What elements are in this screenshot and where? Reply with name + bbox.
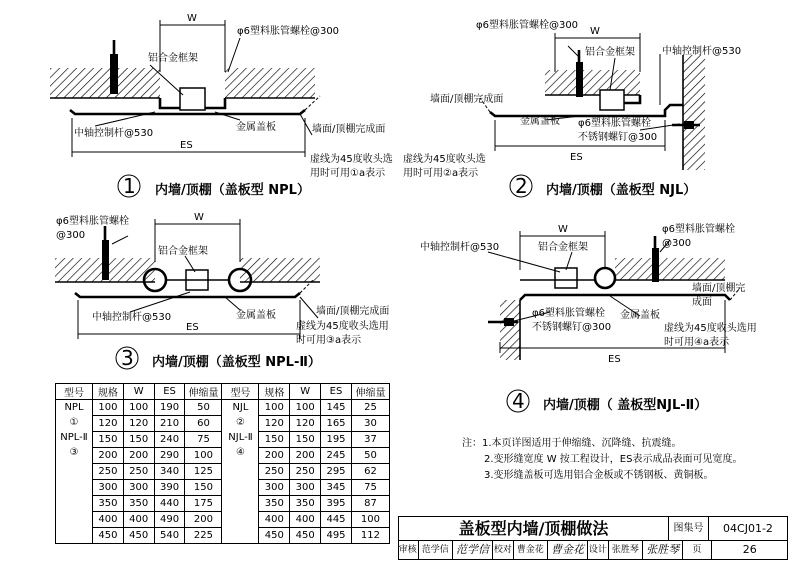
left-type-label: NPL-Ⅱ <box>60 432 88 443</box>
table-cell: 62 <box>351 464 389 480</box>
d4-number: 4 <box>512 389 525 413</box>
d3-center-rod-label: 中轴控制杆@530 <box>92 312 172 323</box>
page-number: 26 <box>742 543 757 556</box>
table-cell: 145 <box>321 400 352 416</box>
table-cell: 390 <box>154 480 185 496</box>
note-3: 3.变形缝盖板可选用铝合金板或不锈钢板、黄铜板。 <box>484 470 714 481</box>
table-cell: 250 <box>259 464 290 480</box>
table-cell: 250 <box>92 464 123 480</box>
left-type-label: ① <box>69 417 79 428</box>
table-cell: 195 <box>321 432 352 448</box>
table-cell: 350 <box>92 496 123 512</box>
table-cell: 350 <box>123 496 154 512</box>
sheet-title: 盖板型内墙/顶棚做法 <box>399 517 669 541</box>
table-cell: 190 <box>154 400 185 416</box>
table-cell: 150 <box>92 432 123 448</box>
d3-dash-note: 虚线为45度收头选用时可用③a表示 <box>296 321 389 346</box>
table-cell: 250 <box>123 464 154 480</box>
table-cell: 240 <box>154 432 185 448</box>
table-cell: 175 <box>185 496 222 512</box>
header-cell: 型号 <box>56 384 93 400</box>
d2-frame-label: 铝合金框架 <box>585 47 635 58</box>
header-cell: 规格 <box>92 384 123 400</box>
page-label: 页 <box>683 541 711 559</box>
d1-cover-label: 金属盖板 <box>236 122 276 133</box>
d2-cover-label: 金属盖板 <box>520 116 560 127</box>
header-cell: 伸缩量 <box>351 384 389 400</box>
table-cell: 400 <box>259 512 290 528</box>
table-cell: 100 <box>92 400 123 416</box>
table-cell: 150 <box>185 480 222 496</box>
table-cell: 300 <box>259 480 290 496</box>
d2-bolt2-label: φ6塑料胀管螺栓 <box>578 118 651 129</box>
notes <box>462 436 792 484</box>
table-header-row <box>56 384 390 400</box>
d2-center-rod-label: 中轴控制杆@530 <box>662 46 742 57</box>
table-cell: 100 <box>259 400 290 416</box>
table-cell: 75 <box>185 432 222 448</box>
check-label: 校对 <box>493 541 514 559</box>
d3-caption: 内墙/顶棚（盖板型 NPL-Ⅱ） <box>152 355 321 370</box>
header-cell: 型号 <box>222 384 259 400</box>
table-cell: 400 <box>92 512 123 528</box>
table-cell: 350 <box>290 496 321 512</box>
d4-w-label: W <box>558 224 568 235</box>
table-cell: 295 <box>321 464 352 480</box>
table-cell: 125 <box>185 464 222 480</box>
table-cell: 120 <box>259 416 290 432</box>
d1-number: 1 <box>123 174 136 198</box>
diagram-2 <box>403 18 741 198</box>
table-cell: 112 <box>351 528 389 544</box>
table-cell: 200 <box>259 448 290 464</box>
checker-signature: 曹金花 <box>548 541 588 559</box>
table-cell: 100 <box>290 400 321 416</box>
table-cell: 225 <box>185 528 222 544</box>
table-cell: 87 <box>351 496 389 512</box>
table-cell: 495 <box>321 528 352 544</box>
d2-es-label: ES <box>570 152 583 163</box>
note-2: 2.变形缝宽度 W 按工程设计，ES表示成品表面可见宽度。 <box>484 454 743 465</box>
table-cell: 340 <box>154 464 185 480</box>
table-cell: 400 <box>123 512 154 528</box>
d2-screw-label: 不锈钢螺钉@300 <box>578 132 658 143</box>
d1-anchor-bolt-label: φ6塑料胀管螺栓@300 <box>237 26 340 37</box>
d1-surface-label: 墙面/顶棚完成面 <box>312 124 386 135</box>
d2-dash-note: 虚线为45度收头选用时可用②a表示 <box>403 154 486 179</box>
table-cell: 200 <box>290 448 321 464</box>
d2-w-label: W <box>590 26 600 37</box>
table-cell: 200 <box>123 448 154 464</box>
table-cell: 300 <box>92 480 123 496</box>
table-cell: 350 <box>259 496 290 512</box>
right-type-label: ② <box>235 417 245 428</box>
table-cell: 25 <box>351 400 389 416</box>
table-cell: 75 <box>351 480 389 496</box>
d4-surface-label: 墙面/顶棚完成面 <box>692 283 746 308</box>
reviewer-name: 范学信 <box>419 541 453 559</box>
d3-anchor-bolt-label: φ6塑料胀管螺栓@300 <box>56 216 129 241</box>
title-block <box>398 516 788 560</box>
table-cell: 450 <box>290 528 321 544</box>
right-type-label: NJL-Ⅱ <box>228 432 253 443</box>
d4-anchor-bolt-label: φ6塑料胀管螺栓@300 <box>662 224 735 249</box>
table-cell: 400 <box>290 512 321 528</box>
d4-center-rod-label: 中轴控制杆@530 <box>420 242 500 253</box>
review-label: 审核 <box>398 541 419 559</box>
table-cell: 50 <box>185 400 222 416</box>
d2-number: 2 <box>515 174 528 198</box>
d4-cover-label: 金属盖板 <box>620 310 660 321</box>
table-cell: 395 <box>321 496 352 512</box>
d4-caption: 内墙/顶棚（ 盖板型NJL-Ⅱ） <box>543 398 708 413</box>
table-cell: 540 <box>154 528 185 544</box>
d2-anchor-bolt-label: φ6塑料胀管螺栓@300 <box>476 20 579 31</box>
table-cell: 450 <box>123 528 154 544</box>
table-cell: 165 <box>321 416 352 432</box>
table-cell: 300 <box>123 480 154 496</box>
table-cell: 210 <box>154 416 185 432</box>
left-type-cell <box>56 400 93 544</box>
table-cell: 300 <box>290 480 321 496</box>
table-cell: 445 <box>321 512 352 528</box>
d1-center-rod-label: 中轴控制杆@530 <box>74 128 154 139</box>
d4-bolt2-label: φ6塑料胀管螺栓 <box>532 308 605 319</box>
d1-caption: 内墙/顶棚（盖板型 NPL） <box>155 183 310 198</box>
d4-screw-label: 不锈钢螺钉@300 <box>532 322 612 333</box>
table-cell: 200 <box>92 448 123 464</box>
designer-signature: 张胜琴 <box>643 541 683 559</box>
d2-caption: 内墙/顶棚（盖板型 NJL） <box>546 183 697 198</box>
d3-cover-label: 金属盖板 <box>236 310 276 321</box>
table-cell: 490 <box>154 512 185 528</box>
checker-name: 曹金花 <box>514 541 548 559</box>
table-cell: 60 <box>185 416 222 432</box>
right-type-label: ④ <box>235 447 245 458</box>
table-cell: 245 <box>321 448 352 464</box>
d1-es-label: ES <box>180 140 193 151</box>
table-cell: 37 <box>351 432 389 448</box>
atlas-number: 04CJ01-2 <box>709 517 787 541</box>
table-cell: 50 <box>351 448 389 464</box>
header-cell: 伸缩量 <box>185 384 222 400</box>
d1-w-label: W <box>187 13 197 24</box>
d3-surface-label: 墙面/顶棚完成面 <box>316 306 390 317</box>
table-cell: 450 <box>92 528 123 544</box>
diagram-1 <box>50 13 402 198</box>
table-cell: 440 <box>154 496 185 512</box>
left-type-label: NPL <box>64 402 84 413</box>
header-cell: ES <box>154 384 185 400</box>
table-row <box>56 400 390 416</box>
d4-frame-label: 铝合金框架 <box>538 242 588 253</box>
d1-frame-label: 铝合金框架 <box>148 53 198 64</box>
d4-dash-note: 虚线为45度收头选用时可用④a表示 <box>664 323 757 348</box>
diagram-3 <box>55 212 396 370</box>
table-cell: 150 <box>259 432 290 448</box>
table-cell: 150 <box>123 432 154 448</box>
table-cell: 100 <box>123 400 154 416</box>
table-cell: 345 <box>321 480 352 496</box>
header-cell: 规格 <box>259 384 290 400</box>
table-cell: 120 <box>290 416 321 432</box>
atlas-label: 图集号 <box>669 517 709 541</box>
table-cell: 150 <box>290 432 321 448</box>
note-1: 注：1.本页详图适用于伸缩缝、沉降缝、抗震缝。 <box>462 438 682 449</box>
d4-es-label: ES <box>608 354 621 365</box>
table-cell: 30 <box>351 416 389 432</box>
right-type-cell <box>222 400 259 544</box>
diagram-4 <box>420 223 764 413</box>
d3-frame-label: 铝合金框架 <box>158 246 208 257</box>
table-cell: 120 <box>123 416 154 432</box>
table-cell: 100 <box>351 512 389 528</box>
table-cell: 200 <box>185 512 222 528</box>
header-cell: ES <box>321 384 352 400</box>
reviewer-signature: 范学信 <box>453 541 493 559</box>
design-label: 设计 <box>588 541 609 559</box>
header-cell: W <box>123 384 154 400</box>
table-cell: 290 <box>154 448 185 464</box>
parameter-table <box>55 383 390 544</box>
table-cell: 100 <box>185 448 222 464</box>
d3-es-label: ES <box>186 322 199 333</box>
table-cell: 120 <box>92 416 123 432</box>
right-type-label: NJL <box>232 402 249 413</box>
d3-number: 3 <box>121 346 134 370</box>
designer-name: 张胜琴 <box>609 541 643 559</box>
left-type-label: ③ <box>69 447 79 458</box>
signature-row <box>398 541 788 559</box>
table-cell: 250 <box>290 464 321 480</box>
table-cell: 450 <box>259 528 290 544</box>
d3-w-label: W <box>194 212 204 223</box>
d2-surface-label: 墙面/顶棚完成面 <box>430 94 504 105</box>
d1-dash-note: 虚线为45度收头选用时可用①a表示 <box>310 154 393 179</box>
header-cell: W <box>290 384 321 400</box>
